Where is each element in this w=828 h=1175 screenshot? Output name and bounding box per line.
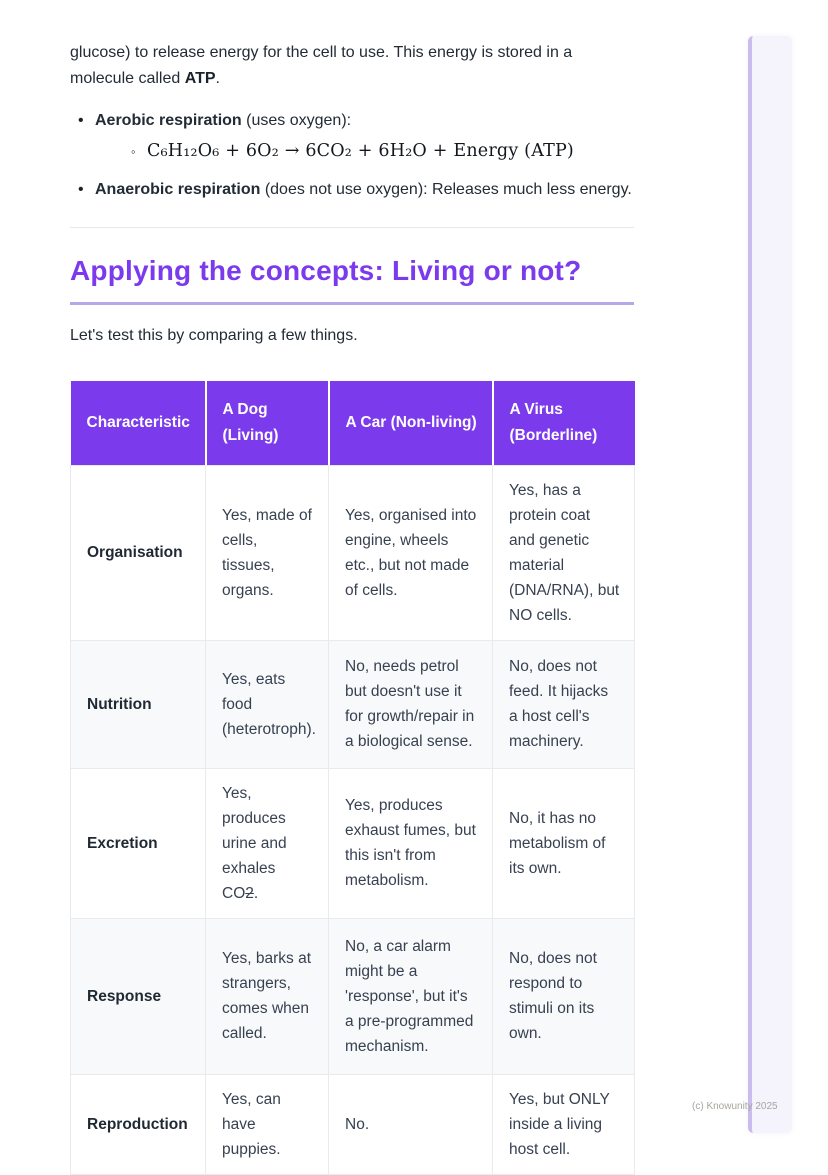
header-dog [206,381,329,465]
cell-virus: Yes, has a protein coat and genetic material (DNA/RNA), but NO cells. [493,465,635,640]
header-virus [493,381,635,465]
header-line: A Virus [509,400,563,418]
cell-car: Yes, organised into engine, wheels etc., but not made of cells. [329,465,493,640]
comparison-table [70,381,635,1175]
intro-paragraph [70,40,634,92]
excretion-strikethrough-2: 2 [245,884,254,902]
lead-paragraph: Let's test this by comparing a few things. [70,327,358,344]
table-row-response [71,918,635,1074]
aerobic-rest: (uses oxygen): [241,112,352,129]
row-label: Reproduction [71,1074,206,1174]
respiration-equation: C₆H₁₂O₆ + 6O₂ → 6CO₂ + 6H₂O + Energy (ATP) [147,141,574,161]
row-label: Excretion [71,768,206,918]
cell-car: No. [329,1074,493,1174]
cell-car: No, a car alarm might be a 'response', but it's a pre-programmed mechanism. [329,918,493,1074]
aerobic-bullet [70,108,634,165]
cell-dog: Yes, made of cells, tissues, organs. [206,465,329,640]
table-row-organisation [71,465,635,640]
table-header-row [71,381,635,465]
row-label: Nutrition [71,640,206,768]
cell-dog: Yes, can have puppies. [206,1074,329,1174]
table-row-nutrition [71,640,635,768]
row-label: Response [71,918,206,1074]
intro-text: glucose) to release energy for the cell to use. This energy is stored in a molecule called [70,44,573,87]
excretion-period: . [253,884,259,902]
header-line: Characteristic [86,413,190,431]
header-line: A Car (Non-living) [345,413,477,431]
cell-car: No, needs petrol but doesn't use it for growth/repair in a biological sense. [329,640,493,768]
excretion-text: Yes, produces urine and exhales CO [222,784,287,902]
anaerobic-term: Anaerobic respiration [95,181,261,198]
cell-car: Yes, produces exhaust fumes, but this isn't from metabolism. [329,768,493,918]
cell-virus: No, does not feed. It hijacks a host cell's machinery. [493,640,635,768]
equation-sublist [95,138,634,165]
cell-virus: Yes, but ONLY inside a living host cell. [493,1074,635,1174]
atp-term: ATP [184,70,216,87]
table-row-excretion [71,768,635,918]
header-line: (Living) [222,426,279,444]
respiration-list [70,108,634,203]
intro-period: . [215,70,220,87]
page-edge-strip [748,36,792,1133]
header-characteristic [71,381,206,465]
anaerobic-bullet [70,177,634,203]
cell-dog: Yes, eats food (heterotroph). [206,640,329,768]
cell-virus: No, does not respond to stimuli on its own. [493,918,635,1074]
anaerobic-rest: (does not use oxygen): Releases much less energy. [260,181,632,198]
header-line: A Dog [222,400,268,418]
table-row-reproduction [71,1074,635,1174]
header-car [329,381,493,465]
section-divider [70,227,634,228]
equation-bullet [95,138,634,165]
aerobic-term: Aerobic respiration [95,112,242,129]
document-page [70,0,634,1175]
header-line: (Borderline) [509,426,598,444]
cell-dog [206,768,329,918]
section-heading: Applying the concepts: Living or not? [70,252,634,305]
copyright-watermark: (c) Knowunity 2025 [692,1101,778,1112]
cell-dog: Yes, barks at strangers, comes when called. [206,918,329,1074]
cell-virus: No, it has no metabolism of its own. [493,768,635,918]
row-label: Organisation [71,465,206,640]
